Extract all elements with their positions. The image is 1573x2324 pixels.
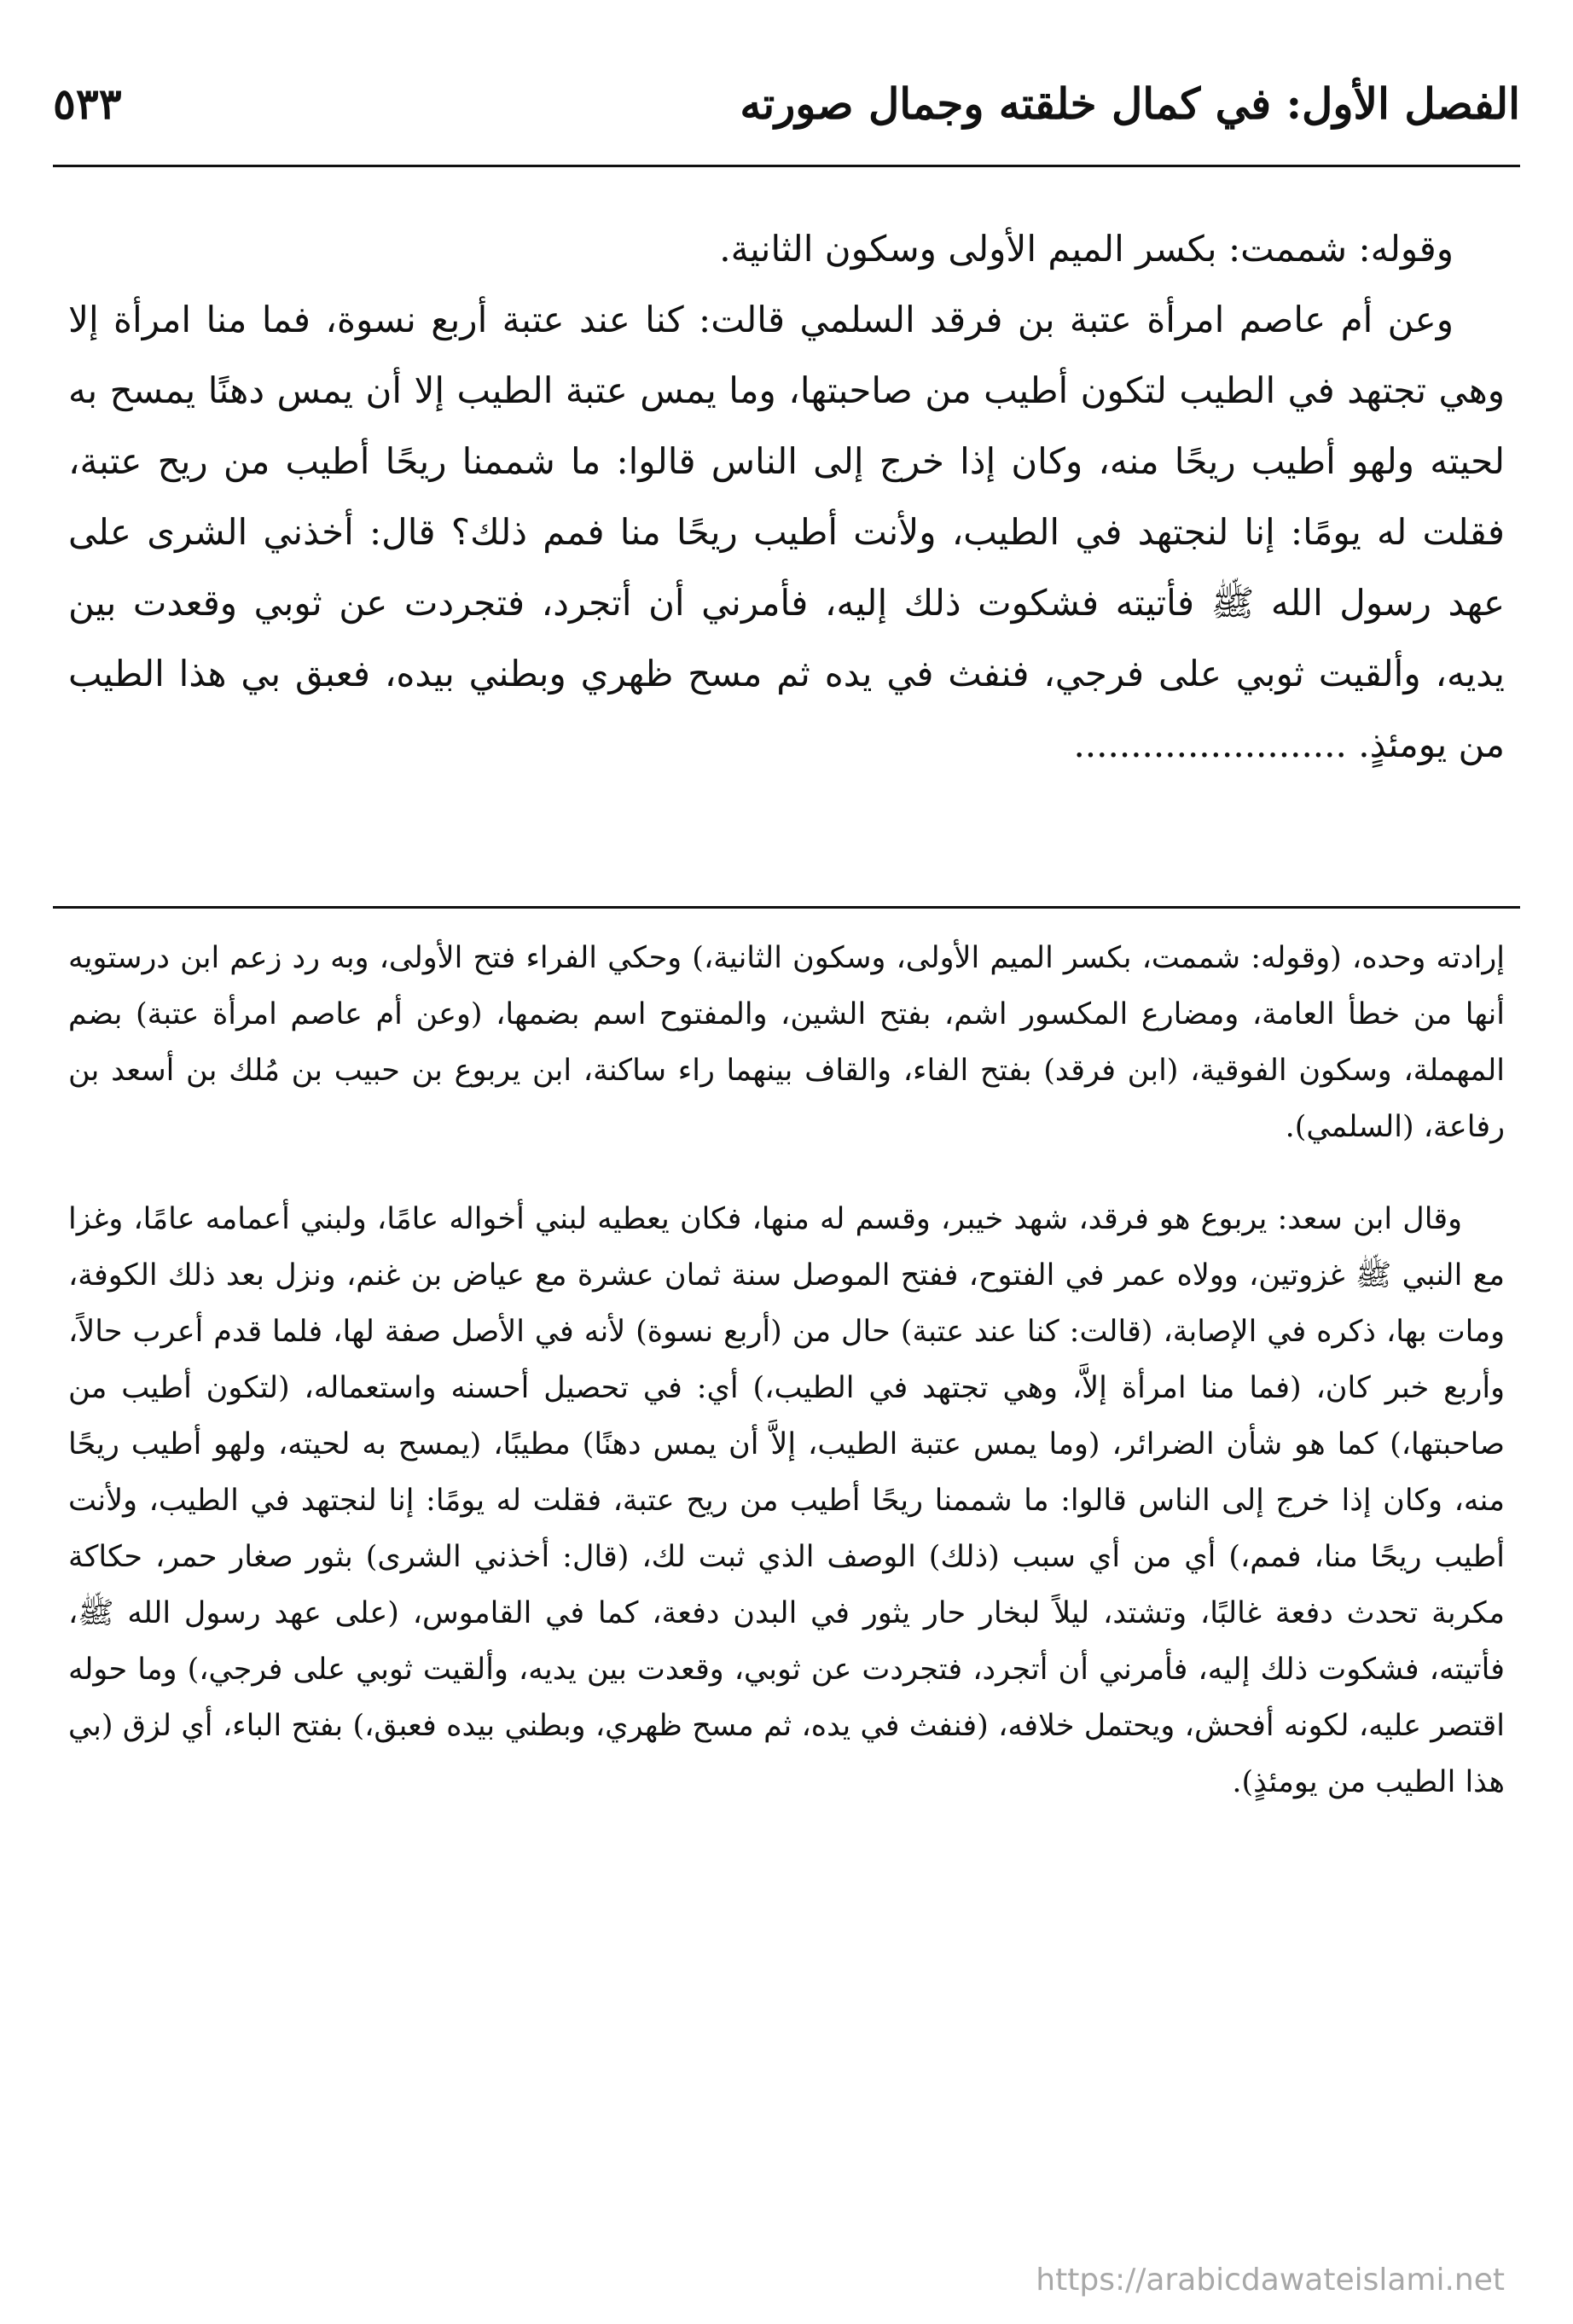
footnote-separator xyxy=(53,906,1520,909)
chapter-title: الفصل الأول: في كمال خلقته وجمال صورته xyxy=(740,78,1520,129)
ellipsis-dots: ........................ xyxy=(1073,723,1347,765)
main-paragraph-2 xyxy=(68,284,1505,780)
running-header xyxy=(53,78,1520,155)
commentary-text xyxy=(68,930,1505,1810)
commentary-paragraph-1: إرادته وحده، (وقوله: شممت، بكسر الميم الأولى، وسكون الثانية،) وحكي الفراء فتح الأولى، وبه رد زعم ابن درستويه أنها من خطأ العامة، ومضارع المكسور اشم، بفتح الشين، والمفتوح اسم بضمها، (وعن أم عاصم امرأة عتبة) بضم المهملة، وسكون الفوقية، (ابن فرقد) بفتح الفاء، والقاف بينهما راء ساكنة، ابن يربوع بن حبيب بن مُلك بن أسعد بن رفاعة، (السلمي). xyxy=(68,941,1505,1144)
main-paragraph-2-text: وعن أم عاصم امرأة عتبة بن فرقد السلمي قالت: كنا عند عتبة أربع نسوة، فما منا امرأة إلا وهي تجتهد في الطيب لتكون أطيب من صاحبتها، وما يمس عتبة الطيب إلا أن يمس دهنًا يمسح به لحيته ولهو أطيب ريحًا منه، وكان إذا خرج إلى الناس قالوا: ما شممنا ريحًا أطيب من ريح عتبة، فقلت له يومًا: إنا لنجتهد في الطيب، ولأنت أطيب ريحًا منا فمم ذلك؟ قال: أخذني الشرى على عهد رسول الله ﷺ فأتيته فشكوت ذلك إليه، فأمرني أن أتجرد، فتجردت عن ثوبي وقعدت بين يديه، وألقيت ثوبي على فرجي، فنفث في يده ثم مسح ظهري وبطني بيده، فعبق بي هذا الطيب من يومئذٍ. xyxy=(68,299,1505,765)
main-paragraph-1: وقوله: شممت: بكسر الميم الأولى وسكون الثانية. xyxy=(719,228,1454,270)
main-text xyxy=(68,213,1505,780)
page-number: ٥٣٣ xyxy=(53,78,122,129)
commentary-paragraph-2: وقال ابن سعد: يربوع هو فرقد، شهد خيبر، وقسم له منها، فكان يعطيه لبني أخواله عامًا، ولبني أعمامه عامًا، وغزا مع النبي ﷺ غزوتين، وولاه عمر في الفتوح، ففتح الموصل سنة ثمان عشرة مع عياض بن غنم، ونزل بعد ذلك الكوفة، ومات بها، ذكره في الإصابة، (قالت: كنا عند عتبة) حال من (أربع نسوة) لأنه في الأصل صفة لها، فلما قدم أعرب حالاً، وأربع خبر كان، (فما منا امرأة إلاَّ، وهي تجتهد في الطيب،) أي: في تحصيل أحسنه واستعماله، (لتكون أطيب من صاحبتها،) كما هو شأن الضرائر، (وما يمس عتبة الطيب، إلاَّ أن يمس دهنًا) مطيبًا، (يمسح به لحيته، ولهو أطيب ريحًا منه، وكان إذا خرج إلى الناس قالوا: ما شممنا ريحًا أطيب من ريح عتبة، فقلت له يومًا: إنا لنجتهد في الطيب، ولأنت أطيب ريحًا منا، فمم،) أي من أي سبب (ذلك) الوصف الذي ثبت لك، (قال: أخذني الشرى) بثور صغار حمر، حكاكة مكربة تحدث دفعة غالبًا، وتشتد، ليلاً لبخار حار يثور في البدن دفعة، كما في القاموس، (على عهد رسول الله ﷺ، فأتيته، فشكوت ذلك إليه، فأمرني أن أتجرد، فتجردت عن ثوبي، وقعدت بين يديه، وألقيت ثوبي على فرجي،) وما حوله اقتصر عليه، لكونه أفحش، ويحتمل خلافه، (فنفث في يده، ثم مسح ظهري، وبطني بيده فعبق،) بفتح الباء، أي لزق (بي هذا الطيب من يومئذٍ). xyxy=(68,1202,1505,1799)
header-rule xyxy=(53,165,1520,167)
watermark-url: https://arabicdawateislami.net xyxy=(1036,2263,1505,2298)
